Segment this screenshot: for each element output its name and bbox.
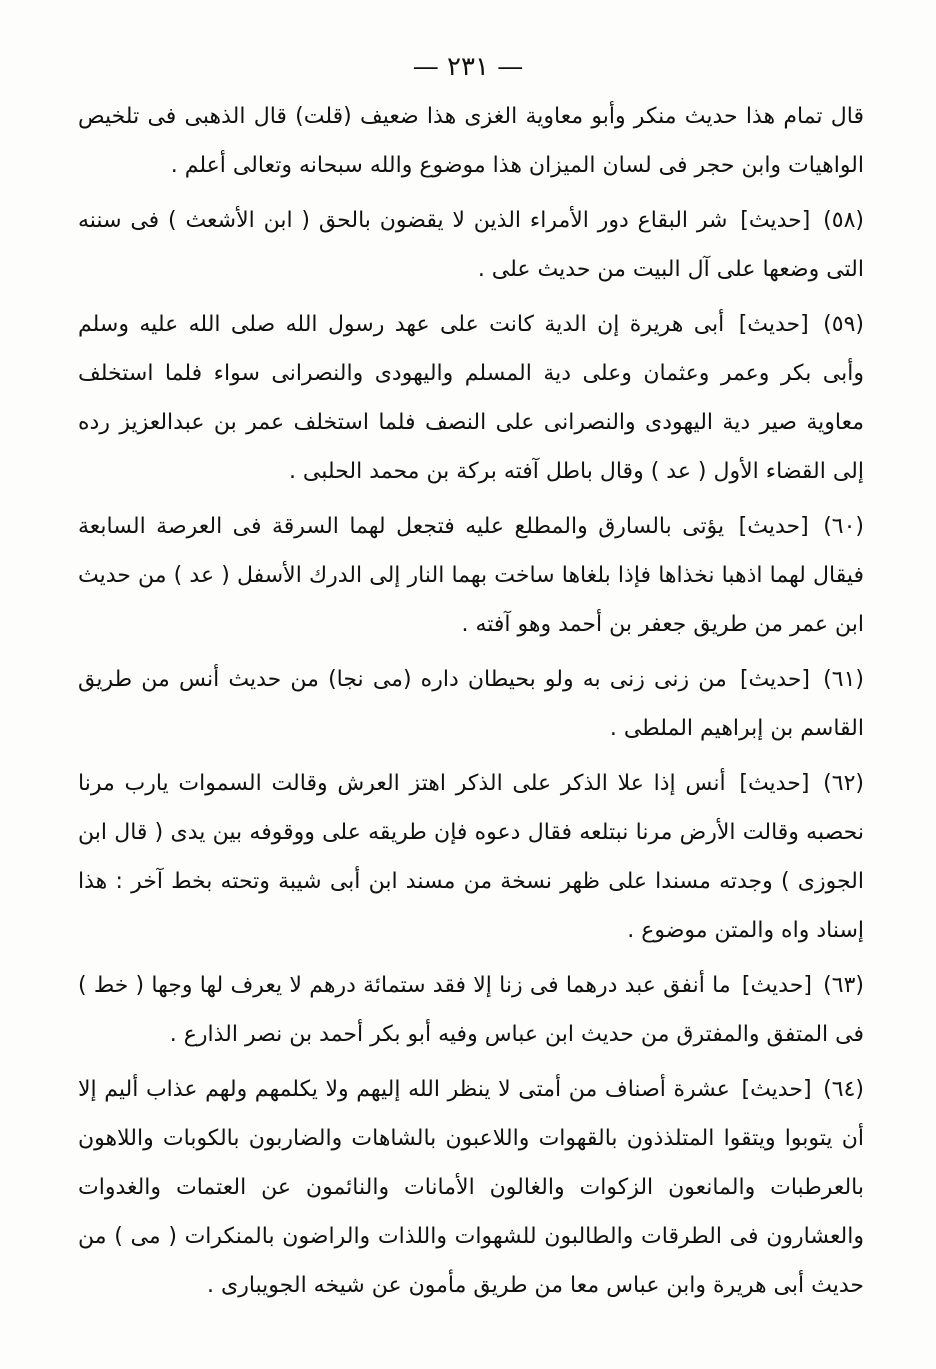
entry-number: (٦٤) bbox=[823, 1077, 864, 1102]
hadith-entry bbox=[78, 502, 864, 649]
hadith-entry bbox=[78, 300, 864, 496]
entry-number: (٦٢) bbox=[823, 771, 864, 796]
entry-tag: [حديث] bbox=[740, 208, 811, 233]
hadith-entry bbox=[78, 1065, 864, 1310]
entry-text: عشرة أصناف من أمتى لا ينظر الله إليهم ولا يكلمهم ولهم عذاب أليم إلا أن يتوبوا ويتقوا المتلذذون بالقهوات واللاعبون بالشاهات والضاربون بالكوبات واللاهون بالعرطبات والمانعون الزكوات والغالون الأمانات والنائمون عن العتمات والغدوات والعشارون فى الطرقات والطالبون للشهوات واللذات والراضون بالمنكرات ( مى ) من حديث أبى هريرة وابن عباس معا من طريق مأمون عن شيخه الجويبارى . bbox=[78, 1077, 864, 1298]
page-body bbox=[78, 92, 864, 1316]
entry-tag: [حديث] bbox=[741, 973, 812, 998]
paragraph-text: قال تمام هذا حديث منكر وأبو معاوية الغزى هذا ضعيف (قلت) قال الذهبى فى تلخيص الواهيات وابن حجر فى لسان الميزان هذا موضوع والله سبحانه وتعالى أعلم . bbox=[78, 104, 864, 178]
entry-tag: [حديث] bbox=[739, 771, 810, 796]
hadith-entry bbox=[78, 196, 864, 294]
paragraph-intro bbox=[78, 92, 864, 190]
entry-tag: [حديث] bbox=[741, 1077, 812, 1102]
entry-number: (٦٣) bbox=[823, 973, 864, 998]
entry-text: شر البقاع دور الأمراء الذين لا يقضون بالحق ( ابن الأشعث ) فى سننه التى وضعها على آل البيت من حديث على . bbox=[78, 208, 864, 282]
entry-text: يؤتى بالسارق والمطلع عليه فتجعل لهما السرقة فى العرصة السابعة فيقال لهما اذهبا نخذاها فإذا بلغاها ساخت بهما النار إلى الدرك الأسفل ( عد ) من حديث ابن عمر من طريق جعفر بن أحمد وهو آفته . bbox=[78, 514, 864, 637]
entry-text: ما أنفق عبد درهما فى زنا إلا فقد ستمائة درهم لا يعرف لها وجها ( خط ) فى المتفق والمفترق من حديث ابن عباس وفيه أبو بكر أحمد بن نصر الذارع . bbox=[78, 973, 864, 1047]
entry-tag: [حديث] bbox=[738, 514, 809, 539]
hadith-entry bbox=[78, 655, 864, 753]
hadith-entry bbox=[78, 961, 864, 1059]
entry-number: (٦٠) bbox=[823, 514, 865, 539]
entry-text: أبى هريرة إن الدية كانت على عهد رسول الله صلى الله عليه وسلم وأبى بكر وعمر وعثمان وعلى دية المسلم واليهودى والنصرانى سواء فلما استخلف معاوية صير دية اليهودى والنصرانى على النصف فلما استخلف عمر بن عبدالعزيز رده إلى القضاء الأول ( عد ) وقال باطل آفته بركة بن محمد الحلبى . bbox=[78, 312, 864, 484]
entry-number: (٥٩) bbox=[823, 312, 864, 337]
hadith-entry bbox=[78, 759, 864, 955]
entry-text: أنس إذا علا الذكر على الذكر اهتز العرش وقالت السموات يارب مرنا نحصبه وقالت الأرض مرنا نبتلعه فقال دعوه فإن طريقه على ووقوفه بين يدى ( قال ابن الجوزى ) وجدته مسندا على ظهر نسخة من مسند ابن أبى شيبة وتحته بخط آخر : هذا إسناد واه والمتن موضوع . bbox=[78, 771, 864, 943]
page-number: — ٢٣١ — bbox=[412, 52, 524, 82]
entry-tag: [حديث] bbox=[739, 667, 811, 692]
entry-tag: [حديث] bbox=[738, 312, 809, 337]
entry-text: من زنى زنى به ولو بحيطان داره (مى نجا) من حديث أنس من طريق القاسم بن إبراهيم الملطى . bbox=[78, 667, 864, 741]
entry-number: (٦١) bbox=[823, 667, 864, 692]
entry-number: (٥٨) bbox=[823, 208, 864, 233]
